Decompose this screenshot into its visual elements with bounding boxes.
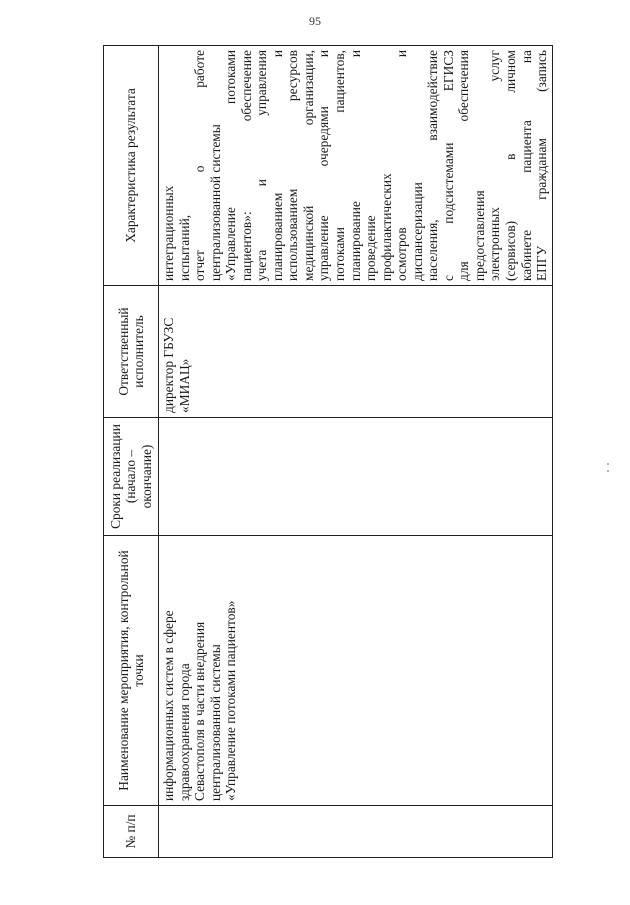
result-line: отчет о работе bbox=[192, 50, 208, 281]
result-line: проведение bbox=[363, 215, 379, 281]
result-line: (сервисов) в личном bbox=[503, 50, 519, 281]
header-executor: Ответственный исполнитель bbox=[104, 286, 159, 418]
result-line: потоками пациентов, bbox=[332, 50, 348, 281]
result-line: ЕПГУ гражданам (запись bbox=[534, 50, 550, 281]
result-line: использованием ресурсов bbox=[285, 50, 301, 281]
result-line: диспансеризации bbox=[409, 182, 425, 281]
header-result: Характеристика результата bbox=[104, 46, 159, 286]
scan-speck bbox=[607, 463, 609, 465]
plan-table bbox=[103, 45, 553, 858]
name-line: Севастополя в части внедрения bbox=[192, 621, 208, 801]
cell-name bbox=[159, 536, 553, 806]
name-line: информационных систем в сфере bbox=[161, 610, 176, 801]
result-line: управление очередями и bbox=[316, 50, 332, 281]
result-line: электронных услуг bbox=[487, 50, 503, 281]
header-row bbox=[104, 46, 159, 858]
result-line: испытаний, bbox=[176, 214, 192, 281]
name-line: централизованной системы bbox=[207, 644, 223, 801]
page-number: 95 bbox=[309, 14, 321, 28]
name-line: здравоохранения города bbox=[176, 663, 192, 801]
header-number: № п/п bbox=[104, 806, 159, 858]
cell-period bbox=[159, 418, 553, 536]
result-line: интеграционных bbox=[161, 185, 176, 281]
result-line: населения, взаимодействие bbox=[425, 50, 441, 281]
header-name: Наименование мероприятия, контрольной точки bbox=[104, 536, 159, 806]
result-line: с подсистемами ЕГИСЗ bbox=[440, 50, 456, 281]
result-line: планирование и bbox=[347, 50, 363, 281]
cell-number bbox=[159, 806, 553, 858]
table-frame bbox=[103, 46, 550, 858]
result-line: пациентов»: обеспечение bbox=[238, 50, 254, 281]
result-line: учета и управления bbox=[254, 50, 270, 281]
scan-speck bbox=[607, 470, 609, 472]
cell-executor: директор ГБУЗС «МИАЦ» bbox=[159, 286, 553, 418]
result-line: централизованной системы bbox=[207, 124, 223, 281]
result-line: медицинской организации, bbox=[300, 50, 316, 281]
result-line: кабинете пациента на bbox=[518, 50, 534, 281]
table-row bbox=[159, 46, 553, 858]
result-line: предоставления bbox=[471, 190, 487, 281]
result-line: планированием и bbox=[269, 50, 285, 281]
cell-result bbox=[159, 46, 553, 286]
name-line: «Управление потоками пациентов» bbox=[223, 600, 239, 801]
header-period: Сроки реализации (начало – окончание) bbox=[104, 418, 159, 536]
result-line: осмотров и bbox=[394, 50, 410, 281]
result-line: профилактических bbox=[378, 173, 394, 281]
result-line: «Управление потоками bbox=[223, 50, 239, 281]
result-line: для обеспечения bbox=[456, 50, 472, 281]
